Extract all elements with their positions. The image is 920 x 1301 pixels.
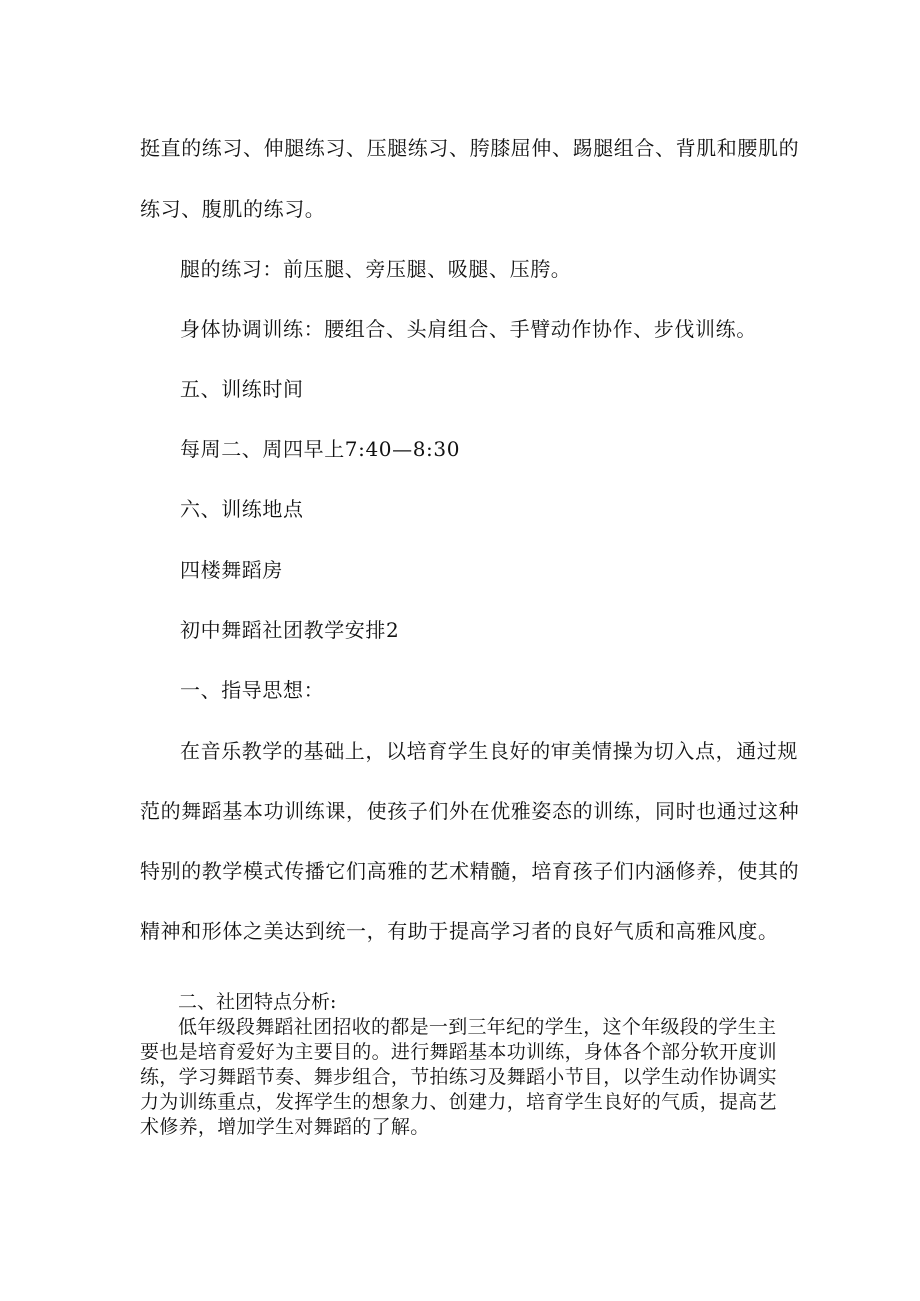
section-club-analysis (140, 990, 790, 1140)
text-line-2: 练习、腹肌的练习。 (140, 197, 326, 221)
training-location-value: 四楼舞蹈房 (180, 558, 283, 582)
club-analysis-paragraph: 低年级段舞蹈社团招收的都是一到三年纪的学生，这个年级段的学生主要也是培育爱好为主要目的。进行舞蹈基本功训练，身体各个部分软开度训练，学习舞蹈节奏、舞步组合，节拍练习及舞蹈小节目，以学生动作协调实力为训练重点，发挥学生的想象力、创建力，培育学生良好的气质，提高艺术修养，增加学生对舞蹈的了解。 (140, 1016, 777, 1138)
text-line-13: 特别的教学模式传播它们高雅的艺术精髓，培育孩子们内涵修养，使其的 (140, 859, 800, 883)
text-line-4: 身体协调训练：腰组合、头肩组合、手臂动作协作、步伐训练。 (180, 317, 757, 341)
section-heading-club-analysis: 二、社团特点分析: (178, 991, 337, 1013)
training-time-value: 每周二、周四早上7:40—8:30 (180, 437, 461, 461)
text-line-11: 在音乐教学的基础上，以培育学生良好的审美情操为切入点，通过规 (180, 739, 798, 763)
section-heading-guiding-ideology: 一、指导思想： (180, 678, 325, 702)
section-heading-training-location: 六、训练地点 (180, 497, 304, 521)
text-line-14: 精神和形体之美达到统一，有助于提高学习者的良好气质和高雅风度。 (140, 919, 779, 943)
text-line-1: 挺直的练习、伸腿练习、压腿练习、胯膝屈伸、踢腿组合、背肌和腰肌的 (140, 136, 800, 160)
text-line-12: 范的舞蹈基本功训练课，使孩子们外在优雅姿态的训练，同时也通过这种 (140, 799, 800, 823)
document-subtitle: 初中舞蹈社团教学安排2 (180, 618, 400, 642)
section-heading-training-time: 五、训练时间 (180, 377, 304, 401)
text-line-3: 腿的练习：前压腿、旁压腿、吸腿、压胯。 (180, 257, 572, 281)
